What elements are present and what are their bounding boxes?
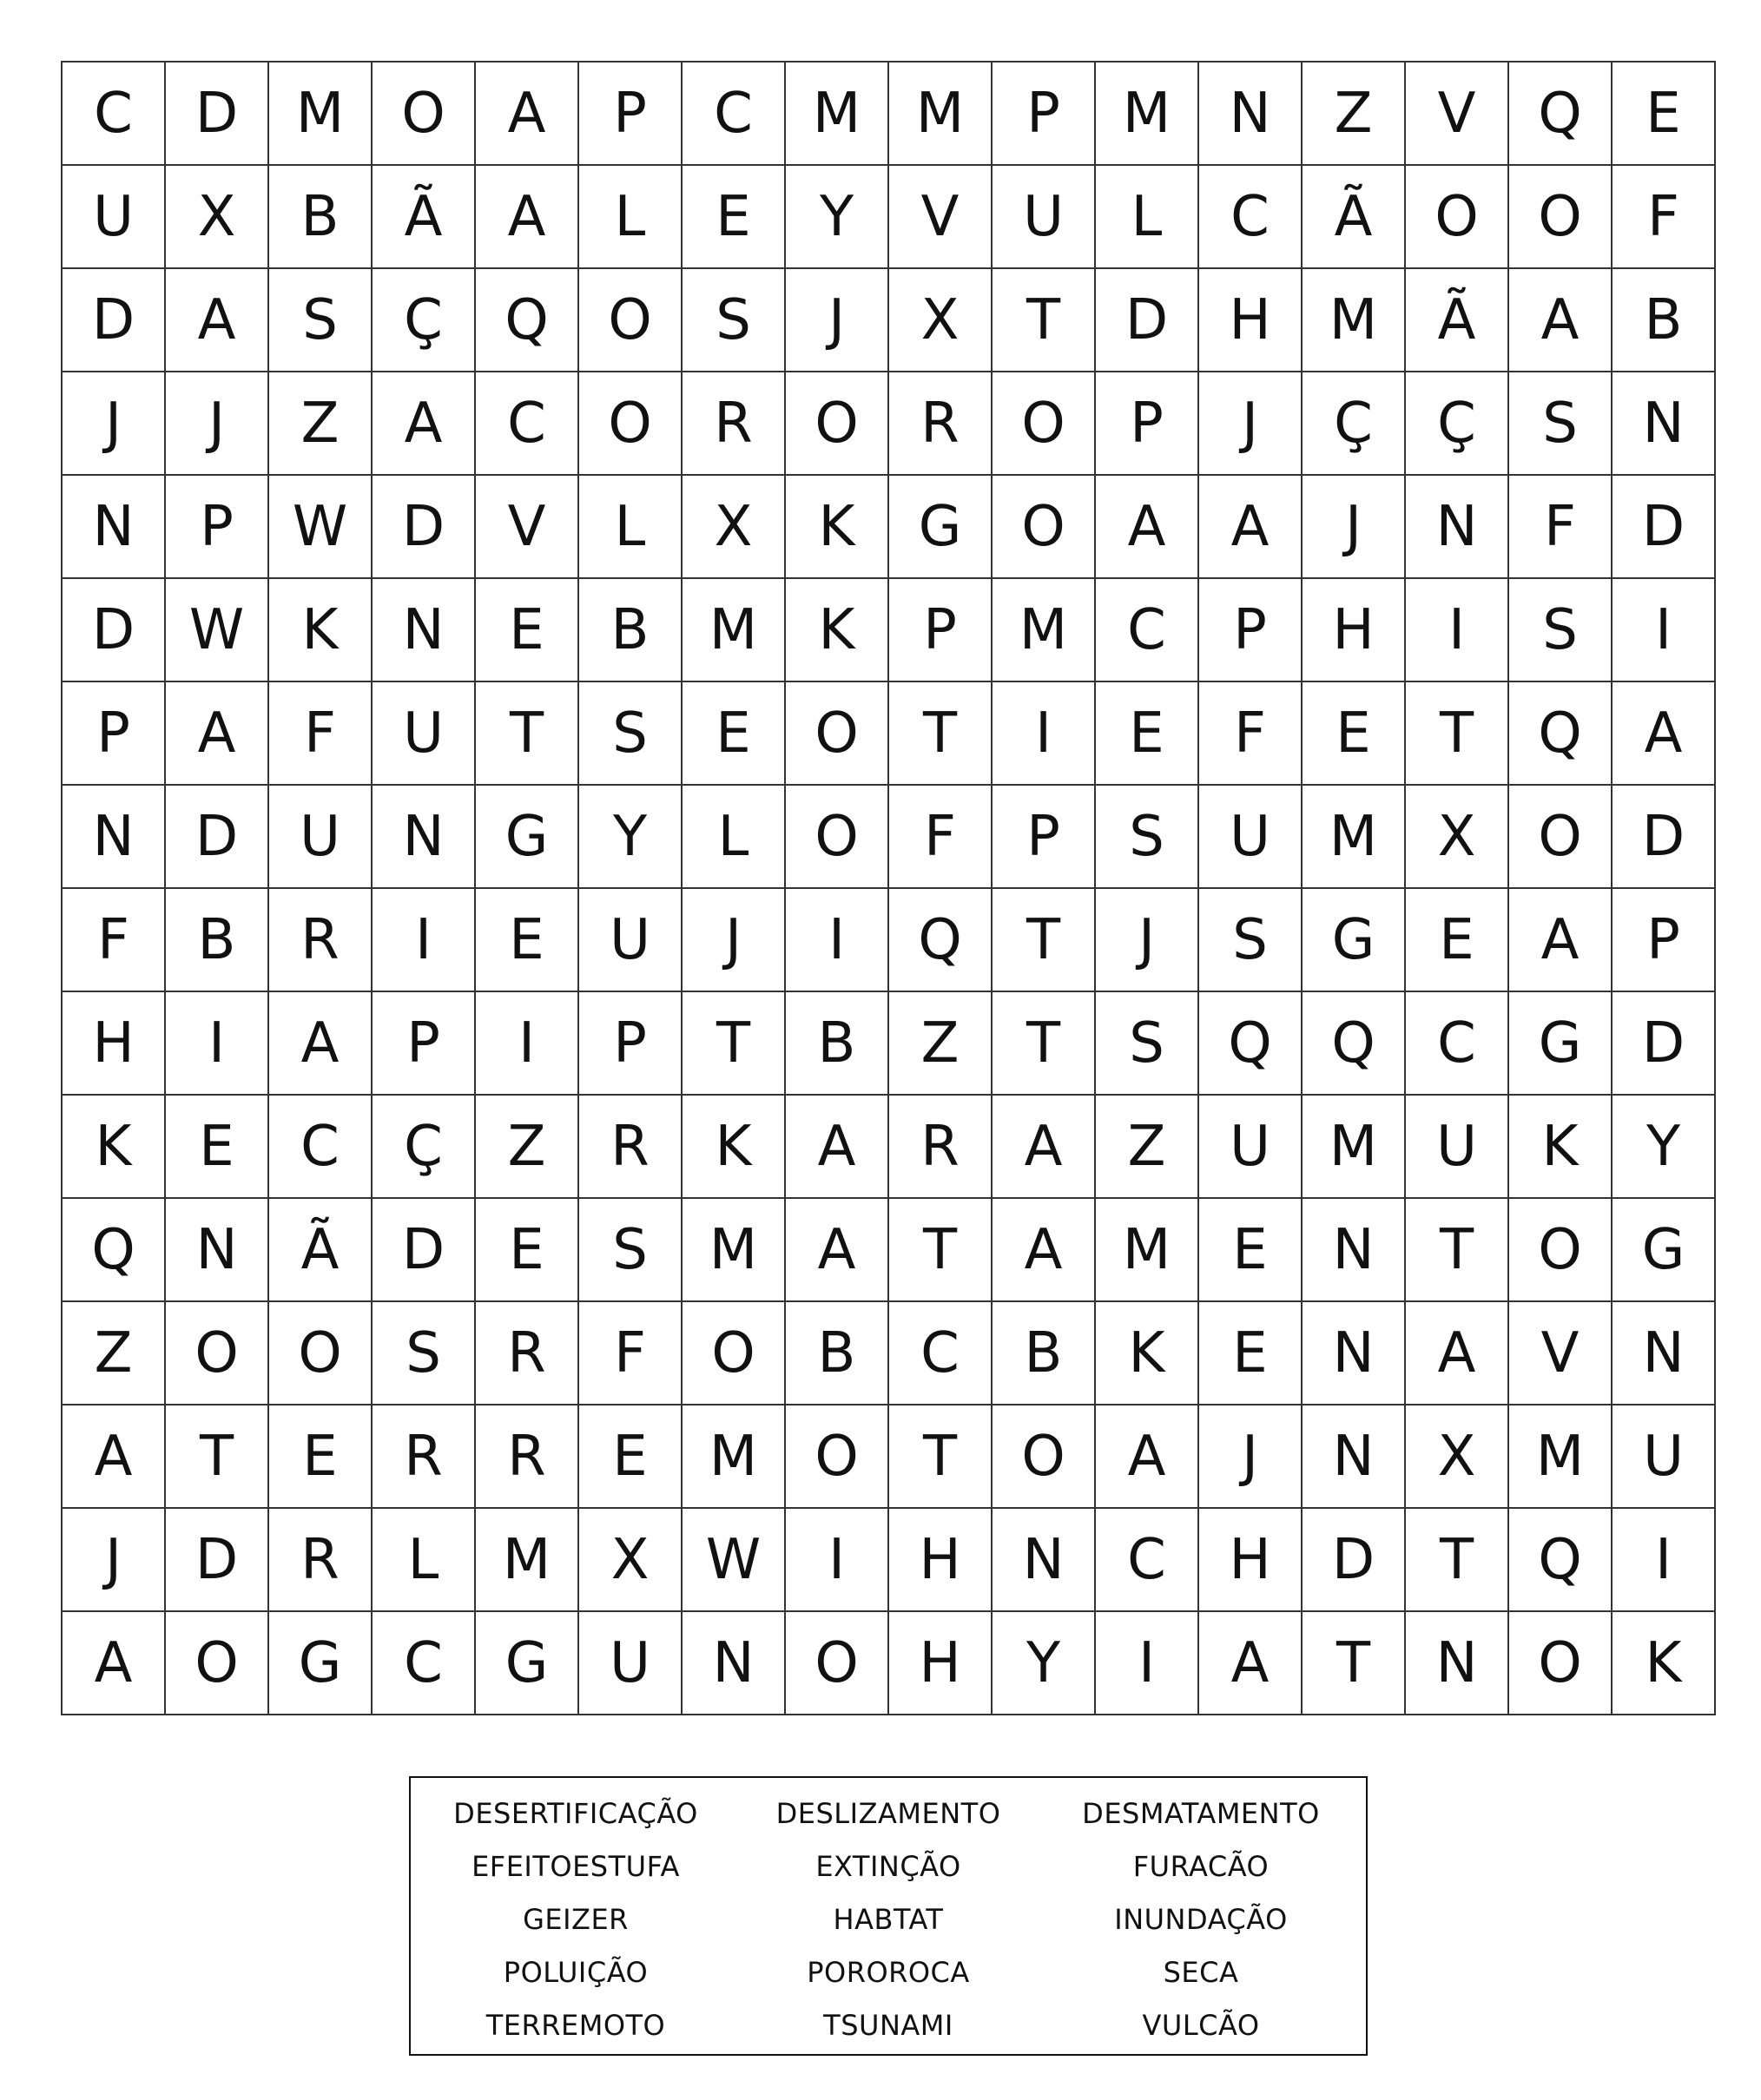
grid-cell[interactable]: D <box>63 579 166 682</box>
grid-cell[interactable]: O <box>786 372 889 476</box>
grid-cell[interactable]: G <box>476 786 579 889</box>
grid-cell[interactable]: O <box>579 372 683 476</box>
word-list-item: TERREMOTO <box>485 2008 666 2042</box>
grid-cell[interactable]: B <box>269 166 373 269</box>
grid-cell[interactable]: T <box>476 682 579 786</box>
grid-cell[interactable]: E <box>683 166 786 269</box>
grid-cell[interactable]: D <box>1613 992 1716 1096</box>
grid-cell[interactable]: R <box>269 1509 373 1612</box>
grid-cell[interactable]: T <box>1303 1612 1406 1715</box>
grid-cell[interactable]: X <box>1406 1405 1509 1509</box>
word-list-item: DESMATAMENTO <box>1082 1796 1320 1830</box>
grid-cell[interactable]: P <box>1096 372 1199 476</box>
grid-cell[interactable]: T <box>889 1199 993 1302</box>
grid-cell[interactable]: M <box>269 63 373 166</box>
grid-cell[interactable]: L <box>373 1509 476 1612</box>
grid-cell[interactable]: K <box>683 1096 786 1199</box>
grid-cell[interactable]: R <box>476 1405 579 1509</box>
grid-cell[interactable]: O <box>166 1612 269 1715</box>
grid-cell[interactable]: J <box>1199 372 1303 476</box>
grid-cell[interactable]: T <box>1406 1199 1509 1302</box>
grid-cell[interactable]: T <box>993 269 1096 372</box>
grid-cell[interactable]: N <box>1199 63 1303 166</box>
grid-cell[interactable]: X <box>1406 786 1509 889</box>
grid-cell[interactable]: E <box>476 579 579 682</box>
grid-cell[interactable]: F <box>63 889 166 992</box>
grid-cell[interactable]: E <box>166 1096 269 1199</box>
grid-cell[interactable]: A <box>63 1612 166 1715</box>
grid-cell[interactable]: K <box>786 579 889 682</box>
grid-cell[interactable]: F <box>889 786 993 889</box>
grid-cell[interactable]: Q <box>1303 992 1406 1096</box>
grid-cell[interactable]: S <box>579 682 683 786</box>
grid-cell[interactable]: S <box>269 269 373 372</box>
grid-cell[interactable]: V <box>1509 1302 1613 1405</box>
grid-cell[interactable]: M <box>1303 786 1406 889</box>
grid-cell[interactable]: T <box>1406 682 1509 786</box>
grid-cell[interactable]: A <box>1096 476 1199 579</box>
grid-cell[interactable]: B <box>993 1302 1096 1405</box>
grid-cell[interactable]: C <box>373 1612 476 1715</box>
grid-cell[interactable]: P <box>579 992 683 1096</box>
grid-cell[interactable]: V <box>889 166 993 269</box>
grid-cell[interactable]: Z <box>1096 1096 1199 1199</box>
grid-cell[interactable]: H <box>889 1612 993 1715</box>
grid-cell[interactable]: I <box>1406 579 1509 682</box>
grid-cell[interactable]: D <box>1096 269 1199 372</box>
grid-cell[interactable]: Q <box>476 269 579 372</box>
grid-cell[interactable]: I <box>1613 579 1716 682</box>
grid-cell[interactable]: G <box>1303 889 1406 992</box>
grid-cell[interactable]: Q <box>1509 1509 1613 1612</box>
grid-cell[interactable]: O <box>993 372 1096 476</box>
grid-cell[interactable]: C <box>63 63 166 166</box>
grid-cell[interactable]: H <box>1303 579 1406 682</box>
grid-cell[interactable]: T <box>993 889 1096 992</box>
grid-cell[interactable]: M <box>476 1509 579 1612</box>
grid-cell[interactable]: N <box>63 476 166 579</box>
grid-cell[interactable]: I <box>786 889 889 992</box>
grid-cell[interactable]: A <box>166 682 269 786</box>
grid-cell[interactable]: Y <box>579 786 683 889</box>
grid-cell[interactable]: R <box>476 1302 579 1405</box>
grid-cell[interactable]: H <box>1199 1509 1303 1612</box>
grid-cell[interactable]: Y <box>993 1612 1096 1715</box>
letter-grid <box>61 61 1716 1715</box>
grid-cell[interactable]: T <box>1406 1509 1509 1612</box>
grid-cell[interactable]: J <box>166 372 269 476</box>
grid-cell[interactable]: O <box>683 1302 786 1405</box>
grid-cell[interactable]: L <box>579 476 683 579</box>
grid-cell[interactable]: X <box>166 166 269 269</box>
grid-cell[interactable]: Z <box>476 1096 579 1199</box>
grid-cell[interactable]: N <box>683 1612 786 1715</box>
grid-cell[interactable]: O <box>269 1302 373 1405</box>
grid-cell[interactable]: D <box>373 1199 476 1302</box>
grid-cell[interactable]: A <box>63 1405 166 1509</box>
grid-cell[interactable]: K <box>269 579 373 682</box>
grid-cell[interactable]: A <box>1613 682 1716 786</box>
grid-cell[interactable]: O <box>166 1302 269 1405</box>
grid-cell[interactable]: I <box>1096 1612 1199 1715</box>
grid-cell[interactable]: S <box>1096 786 1199 889</box>
word-list-item: SECA <box>1163 1955 1239 1989</box>
grid-cell[interactable]: Ã <box>269 1199 373 1302</box>
grid-cell[interactable]: R <box>683 372 786 476</box>
grid-cell[interactable]: U <box>1406 1096 1509 1199</box>
grid-cell[interactable]: K <box>1509 1096 1613 1199</box>
grid-cell[interactable]: M <box>993 579 1096 682</box>
grid-cell[interactable]: O <box>1509 1612 1613 1715</box>
word-list-item: TSUNAMI <box>823 2008 953 2042</box>
grid-cell[interactable]: P <box>166 476 269 579</box>
grid-cell[interactable]: Q <box>1509 682 1613 786</box>
grid-cell[interactable]: W <box>269 476 373 579</box>
word-list-item: EXTINÇÃO <box>815 1849 961 1883</box>
grid-cell[interactable]: U <box>63 166 166 269</box>
grid-cell[interactable]: T <box>889 682 993 786</box>
grid-cell[interactable]: T <box>166 1405 269 1509</box>
grid-cell[interactable]: I <box>373 889 476 992</box>
grid-cell[interactable]: X <box>889 269 993 372</box>
grid-cell[interactable]: P <box>1199 579 1303 682</box>
grid-cell[interactable]: E <box>579 1405 683 1509</box>
grid-cell[interactable]: N <box>373 786 476 889</box>
grid-cell[interactable]: W <box>683 1509 786 1612</box>
grid-cell[interactable]: M <box>1509 1405 1613 1509</box>
grid-cell[interactable]: A <box>476 63 579 166</box>
grid-cell[interactable]: Y <box>786 166 889 269</box>
grid-cell[interactable]: R <box>269 889 373 992</box>
grid-cell[interactable]: Ã <box>373 166 476 269</box>
word-list-item: POLUIÇÃO <box>503 1955 649 1989</box>
grid-cell[interactable]: H <box>1199 269 1303 372</box>
grid-cell[interactable]: R <box>889 1096 993 1199</box>
grid-cell[interactable]: M <box>1096 63 1199 166</box>
grid-cell[interactable]: H <box>63 992 166 1096</box>
grid-cell[interactable]: N <box>1303 1199 1406 1302</box>
grid-cell[interactable]: U <box>269 786 373 889</box>
grid-cell[interactable]: M <box>683 1199 786 1302</box>
grid-cell[interactable]: E <box>476 1199 579 1302</box>
grid-cell[interactable]: S <box>1199 889 1303 992</box>
grid-cell[interactable]: C <box>1096 1509 1199 1612</box>
grid-cell[interactable]: Ã <box>1406 269 1509 372</box>
word-list-item: GEIZER <box>523 1902 629 1936</box>
grid-cell[interactable]: T <box>993 992 1096 1096</box>
grid-cell[interactable]: A <box>786 1096 889 1199</box>
grid-cell[interactable]: O <box>1509 786 1613 889</box>
grid-cell[interactable]: C <box>1199 166 1303 269</box>
grid-cell[interactable]: F <box>1613 166 1716 269</box>
grid-cell[interactable]: Q <box>1509 63 1613 166</box>
grid-cell[interactable]: O <box>1509 166 1613 269</box>
grid-cell[interactable]: Ã <box>1303 166 1406 269</box>
grid-cell[interactable]: O <box>786 786 889 889</box>
grid-cell[interactable]: S <box>1096 992 1199 1096</box>
grid-cell[interactable]: J <box>786 269 889 372</box>
grid-cell[interactable]: M <box>1096 1199 1199 1302</box>
grid-cell[interactable]: K <box>1096 1302 1199 1405</box>
grid-cell[interactable]: E <box>683 682 786 786</box>
grid-cell[interactable]: M <box>683 579 786 682</box>
grid-cell[interactable]: F <box>579 1302 683 1405</box>
grid-cell[interactable]: E <box>1406 889 1509 992</box>
grid-cell[interactable]: E <box>1303 682 1406 786</box>
grid-cell[interactable]: J <box>63 372 166 476</box>
grid-cell[interactable]: O <box>786 1612 889 1715</box>
word-list-item: EFEITOESTUFA <box>472 1849 680 1883</box>
grid-cell[interactable]: W <box>166 579 269 682</box>
word-list-item: FURACÃO <box>1132 1849 1270 1883</box>
grid-cell[interactable]: R <box>373 1405 476 1509</box>
grid-cell[interactable]: M <box>889 63 993 166</box>
grid-cell[interactable]: Ç <box>373 1096 476 1199</box>
grid-cell[interactable]: P <box>1613 889 1716 992</box>
grid-cell[interactable]: A <box>786 1199 889 1302</box>
grid-cell[interactable]: O <box>786 1405 889 1509</box>
grid-cell[interactable]: A <box>993 1199 1096 1302</box>
grid-cell[interactable]: D <box>1613 786 1716 889</box>
word-list-item: INUNDAÇÃO <box>1114 1902 1288 1936</box>
grid-cell[interactable]: B <box>166 889 269 992</box>
grid-cell[interactable]: C <box>1406 992 1509 1096</box>
grid-cell[interactable]: C <box>269 1096 373 1199</box>
grid-cell[interactable]: P <box>579 63 683 166</box>
grid-cell[interactable]: A <box>1199 476 1303 579</box>
grid-cell[interactable]: E <box>269 1405 373 1509</box>
grid-cell[interactable]: D <box>63 269 166 372</box>
grid-cell[interactable]: G <box>1613 1199 1716 1302</box>
grid-cell[interactable]: F <box>269 682 373 786</box>
grid-cell[interactable]: Z <box>1303 63 1406 166</box>
grid-cell[interactable]: Q <box>1199 992 1303 1096</box>
word-list-item: POROROCA <box>807 1955 970 1989</box>
grid-cell[interactable]: N <box>1303 1405 1406 1509</box>
word-list-item: VULCÃO <box>1142 2008 1260 2042</box>
grid-cell[interactable]: M <box>683 1405 786 1509</box>
grid-cell[interactable]: Y <box>1613 1096 1716 1199</box>
grid-cell[interactable]: E <box>1096 682 1199 786</box>
grid-cell[interactable]: J <box>1096 889 1199 992</box>
grid-cell[interactable]: R <box>579 1096 683 1199</box>
grid-cell[interactable]: H <box>889 1509 993 1612</box>
grid-cell[interactable]: D <box>373 476 476 579</box>
grid-cell[interactable]: D <box>166 786 269 889</box>
grid-cell[interactable]: N <box>993 1509 1096 1612</box>
grid-cell[interactable]: L <box>683 786 786 889</box>
word-list-item: DESERTIFICAÇÃO <box>453 1796 698 1830</box>
grid-cell[interactable]: A <box>1509 889 1613 992</box>
grid-cell[interactable]: F <box>1509 476 1613 579</box>
grid-cell[interactable]: U <box>579 1612 683 1715</box>
grid-cell[interactable]: P <box>373 992 476 1096</box>
grid-cell[interactable]: M <box>1303 269 1406 372</box>
grid-cell[interactable]: B <box>1613 269 1716 372</box>
grid-cell[interactable]: E <box>476 889 579 992</box>
grid-cell[interactable]: A <box>993 1096 1096 1199</box>
grid-cell[interactable]: A <box>269 992 373 1096</box>
grid-cell[interactable]: E <box>1199 1199 1303 1302</box>
grid-cell[interactable]: N <box>63 786 166 889</box>
grid-cell[interactable]: Z <box>63 1302 166 1405</box>
grid-cell[interactable]: L <box>579 166 683 269</box>
grid-cell[interactable]: I <box>166 992 269 1096</box>
grid-cell[interactable]: J <box>1303 476 1406 579</box>
grid-cell[interactable]: G <box>889 476 993 579</box>
grid-cell[interactable]: X <box>683 476 786 579</box>
grid-cell[interactable]: S <box>579 1199 683 1302</box>
grid-cell[interactable]: I <box>993 682 1096 786</box>
grid-cell[interactable]: D <box>1613 476 1716 579</box>
grid-cell[interactable]: P <box>889 579 993 682</box>
grid-cell[interactable]: Ç <box>373 269 476 372</box>
grid-cell[interactable]: D <box>166 63 269 166</box>
grid-cell[interactable]: F <box>1199 682 1303 786</box>
grid-cell[interactable]: A <box>476 166 579 269</box>
grid-cell[interactable]: P <box>993 786 1096 889</box>
grid-cell[interactable]: U <box>373 682 476 786</box>
grid-cell[interactable]: A <box>1406 1302 1509 1405</box>
grid-cell[interactable]: N <box>166 1199 269 1302</box>
grid-cell[interactable]: V <box>476 476 579 579</box>
grid-cell[interactable]: O <box>579 269 683 372</box>
grid-cell[interactable]: Q <box>889 889 993 992</box>
grid-cell[interactable]: J <box>683 889 786 992</box>
grid-cell[interactable]: A <box>1096 1405 1199 1509</box>
grid-cell[interactable]: A <box>166 269 269 372</box>
grid-cell[interactable]: O <box>993 1405 1096 1509</box>
grid-cell[interactable]: U <box>1613 1405 1716 1509</box>
grid-cell[interactable]: I <box>476 992 579 1096</box>
grid-cell[interactable]: O <box>1406 166 1509 269</box>
grid-cell[interactable]: U <box>1199 786 1303 889</box>
grid-cell[interactable]: O <box>993 476 1096 579</box>
grid-cell[interactable]: C <box>476 372 579 476</box>
grid-cell[interactable]: K <box>1613 1612 1716 1715</box>
grid-cell[interactable]: Ç <box>1406 372 1509 476</box>
grid-cell[interactable]: G <box>269 1612 373 1715</box>
grid-cell[interactable]: B <box>786 1302 889 1405</box>
grid-cell[interactable]: Q <box>63 1199 166 1302</box>
grid-cell[interactable]: O <box>1509 1199 1613 1302</box>
grid-cell[interactable]: Ç <box>1303 372 1406 476</box>
grid-cell[interactable]: B <box>579 579 683 682</box>
grid-cell[interactable]: J <box>63 1509 166 1612</box>
word-list-item: DESLIZAMENTO <box>775 1796 1001 1830</box>
grid-cell[interactable]: I <box>786 1509 889 1612</box>
grid-cell[interactable]: Z <box>889 992 993 1096</box>
word-list <box>409 1776 1368 2056</box>
grid-cell[interactable]: N <box>1406 1612 1509 1715</box>
grid-cell[interactable]: T <box>889 1405 993 1509</box>
grid-cell[interactable]: O <box>373 63 476 166</box>
grid-cell[interactable]: D <box>166 1509 269 1612</box>
grid-cell[interactable]: S <box>373 1302 476 1405</box>
grid-cell[interactable]: D <box>1303 1509 1406 1612</box>
grid-cell[interactable]: C <box>889 1302 993 1405</box>
grid-cell[interactable]: S <box>683 269 786 372</box>
grid-cell[interactable]: O <box>786 682 889 786</box>
grid-cell[interactable]: A <box>1199 1612 1303 1715</box>
grid-cell[interactable]: E <box>1199 1302 1303 1405</box>
grid-cell[interactable]: E <box>1613 63 1716 166</box>
grid-cell[interactable]: C <box>1096 579 1199 682</box>
grid-cell[interactable]: N <box>1406 476 1509 579</box>
grid-cell[interactable]: G <box>476 1612 579 1715</box>
grid-cell[interactable]: S <box>1509 372 1613 476</box>
grid-cell[interactable]: Z <box>269 372 373 476</box>
grid-cell[interactable]: V <box>1406 63 1509 166</box>
grid-cell[interactable]: P <box>63 682 166 786</box>
grid-cell[interactable]: P <box>993 63 1096 166</box>
grid-cell[interactable]: A <box>1509 269 1613 372</box>
grid-cell[interactable]: I <box>1613 1509 1716 1612</box>
grid-cell[interactable]: K <box>786 476 889 579</box>
grid-cell[interactable]: J <box>1199 1405 1303 1509</box>
grid-cell[interactable]: M <box>1303 1096 1406 1199</box>
grid-cell[interactable]: U <box>1199 1096 1303 1199</box>
grid-cell[interactable]: U <box>579 889 683 992</box>
grid-cell[interactable]: T <box>683 992 786 1096</box>
word-list-item: HABTAT <box>833 1902 944 1936</box>
grid-cell[interactable]: A <box>373 372 476 476</box>
grid-cell[interactable]: C <box>683 63 786 166</box>
grid-cell[interactable]: N <box>1303 1302 1406 1405</box>
grid-cell[interactable]: N <box>1613 1302 1716 1405</box>
grid-cell[interactable]: N <box>373 579 476 682</box>
grid-cell[interactable]: B <box>786 992 889 1096</box>
grid-cell[interactable]: R <box>889 372 993 476</box>
grid-cell[interactable]: M <box>786 63 889 166</box>
grid-cell[interactable]: U <box>993 166 1096 269</box>
grid-cell[interactable]: L <box>1096 166 1199 269</box>
grid-cell[interactable]: N <box>1613 372 1716 476</box>
grid-cell[interactable]: S <box>1509 579 1613 682</box>
grid-cell[interactable]: K <box>63 1096 166 1199</box>
grid-cell[interactable]: G <box>1509 992 1613 1096</box>
grid-cell[interactable]: X <box>579 1509 683 1612</box>
